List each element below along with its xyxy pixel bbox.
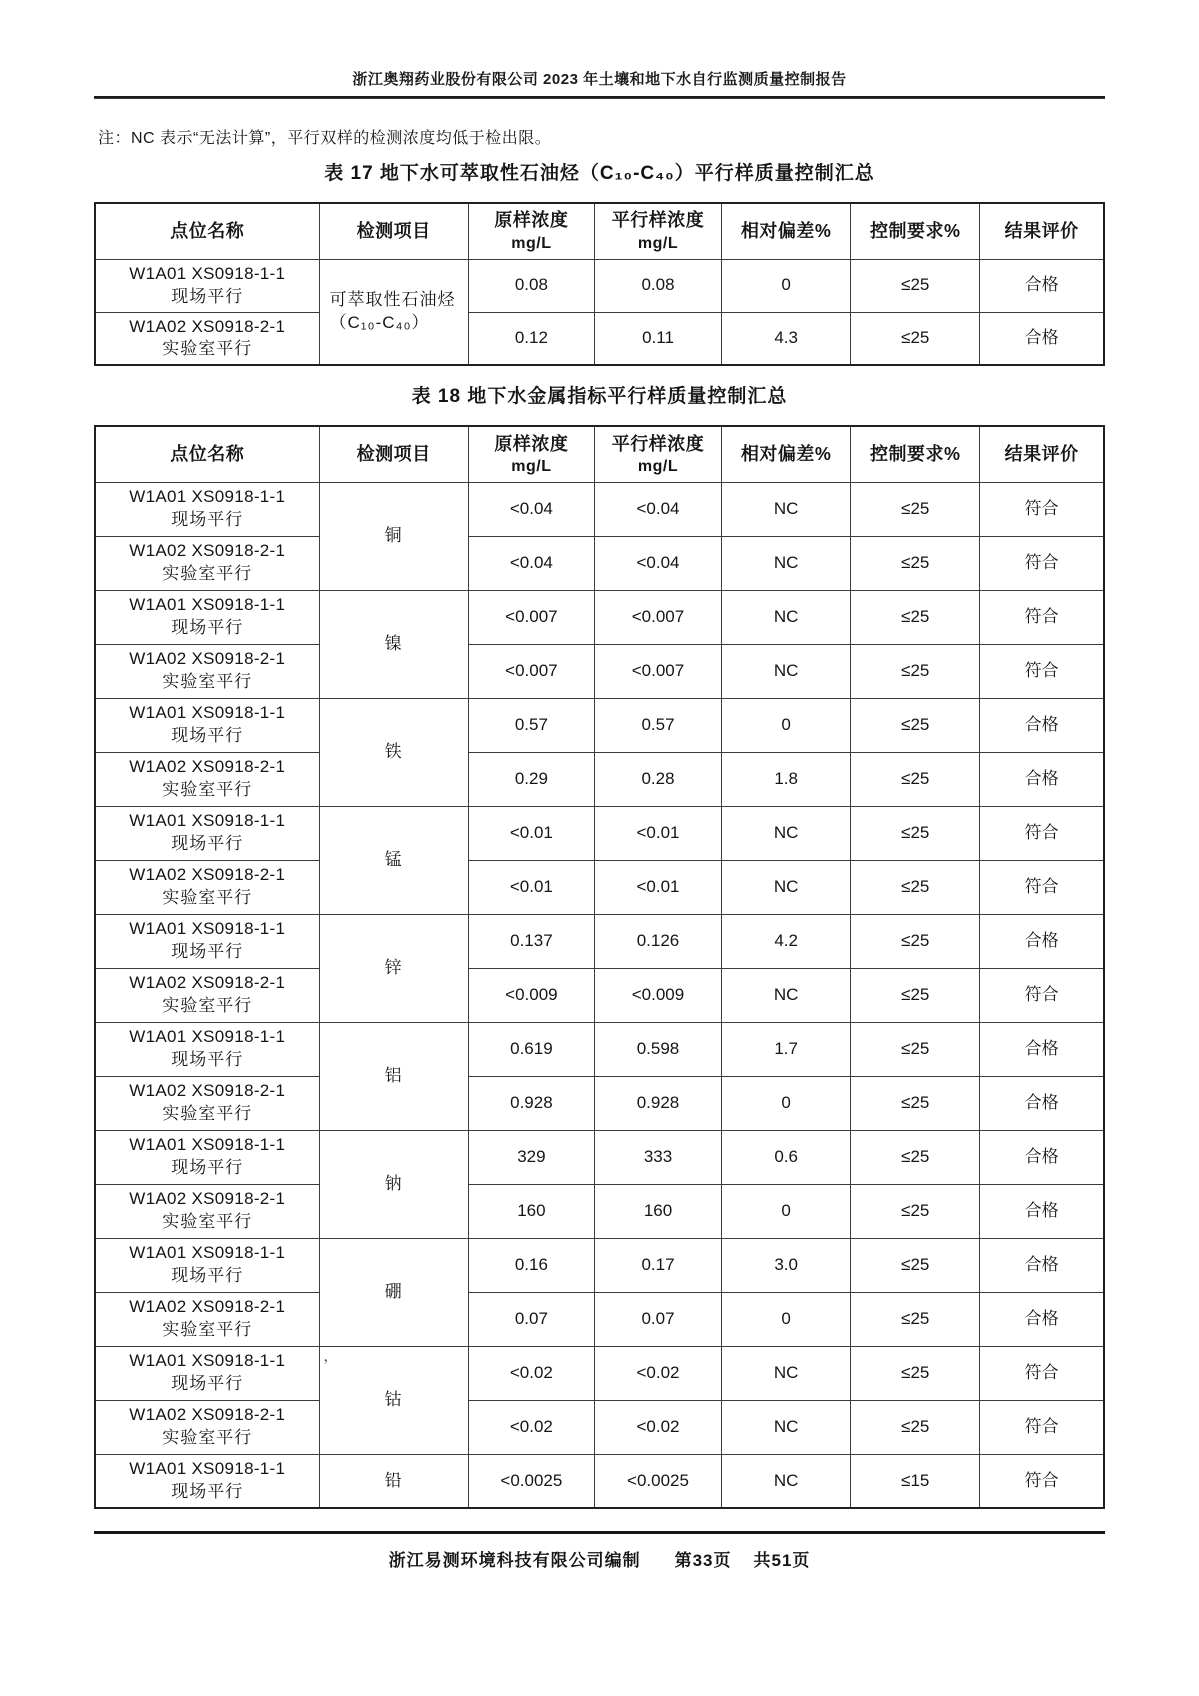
point-code: W1A02 XS0918-2-1 (129, 541, 286, 561)
cell-dup: 0.928 (594, 1076, 721, 1130)
point-code: W1A02 XS0918-2-1 (129, 973, 286, 993)
cell-deviation: NC (722, 536, 851, 590)
cell-deviation: 0 (722, 259, 851, 312)
col-header-dup (594, 426, 721, 482)
document-footer (94, 1546, 1105, 1571)
point-type: 实验室平行 (162, 1320, 253, 1340)
table17 (94, 202, 1105, 366)
cell-point (95, 1022, 319, 1076)
table-row (95, 752, 1104, 806)
metal-label: 钴 (384, 1389, 403, 1409)
cell-item-metal (319, 1346, 468, 1454)
point-type: 现场平行 (171, 618, 244, 638)
cell-deviation: 0.6 (722, 1130, 851, 1184)
table-row (95, 1400, 1104, 1454)
table17-header-row (95, 203, 1104, 259)
cell-dup: 0.08 (594, 259, 721, 312)
point-code: W1A01 XS0918-1-1 (129, 1135, 286, 1155)
cell-orig: 0.07 (468, 1292, 594, 1346)
table18 (94, 425, 1105, 1509)
cell-orig: <0.007 (468, 644, 594, 698)
cell-point (95, 968, 319, 1022)
cell-requirement: ≤25 (851, 644, 980, 698)
col-header-item: 检测项目 (319, 426, 468, 482)
cell-orig: <0.01 (468, 860, 594, 914)
point-code: W1A01 XS0918-1-1 (129, 703, 286, 723)
col-header-orig-label: 原样浓度 (494, 433, 569, 454)
cell-orig: <0.02 (468, 1400, 594, 1454)
cell-dup: <0.0025 (594, 1454, 721, 1508)
cell-item-metal: 铁 (319, 698, 468, 806)
cell-result: 符合 (980, 590, 1104, 644)
point-type: 实验室平行 (162, 1428, 253, 1448)
cell-point (95, 1454, 319, 1508)
cell-item-metal: 锰 (319, 806, 468, 914)
point-type: 现场平行 (171, 1482, 244, 1502)
point-type: 实验室平行 (162, 996, 253, 1016)
cell-orig: <0.0025 (468, 1454, 594, 1508)
table18-title: 表 18 地下水金属指标平行样质量控制汇总 (411, 386, 788, 408)
cell-deviation: 4.3 (722, 312, 851, 365)
cell-dup: 0.57 (594, 698, 721, 752)
cell-result: 符合 (980, 1400, 1104, 1454)
table-row (95, 1022, 1104, 1076)
cell-orig: <0.02 (468, 1346, 594, 1400)
cell-point (95, 1292, 319, 1346)
cell-deviation: 4.2 (722, 914, 851, 968)
cell-result: 合格 (980, 1238, 1104, 1292)
cell-deviation: NC (722, 590, 851, 644)
cell-item-metal: 铜 (319, 482, 468, 590)
cell-deviation: NC (722, 860, 851, 914)
cell-requirement: ≤25 (851, 482, 980, 536)
cell-orig: <0.009 (468, 968, 594, 1022)
cell-dup: <0.02 (594, 1400, 721, 1454)
point-code: W1A02 XS0918-2-1 (129, 316, 286, 336)
cell-requirement: ≤25 (851, 860, 980, 914)
point-code: W1A01 XS0918-1-1 (129, 263, 286, 283)
col-header-dup-label: 平行样浓度 (611, 433, 705, 454)
cell-point (95, 590, 319, 644)
point-code: W1A02 XS0918-2-1 (129, 1189, 286, 1209)
cell-point (95, 644, 319, 698)
point-type: 实验室平行 (162, 339, 253, 359)
cell-dup: <0.04 (594, 482, 721, 536)
cell-deviation: 1.7 (722, 1022, 851, 1076)
cell-deviation: NC (722, 806, 851, 860)
cell-orig: 0.137 (468, 914, 594, 968)
point-type: 现场平行 (171, 286, 244, 306)
point-code: W1A02 XS0918-2-1 (129, 757, 286, 777)
table18-header-row (95, 426, 1104, 482)
cell-deviation: NC (722, 482, 851, 536)
table-row (95, 1130, 1104, 1184)
cell-result: 符合 (980, 1454, 1104, 1508)
cell-requirement: ≤25 (851, 968, 980, 1022)
cell-orig: 160 (468, 1184, 594, 1238)
cell-deviation: 0 (722, 1184, 851, 1238)
cell-result: 合格 (980, 1022, 1104, 1076)
cell-point (95, 698, 319, 752)
cell-requirement: ≤25 (851, 1238, 980, 1292)
table-row (95, 590, 1104, 644)
col-header-requirement: 控制要求% (851, 203, 980, 259)
point-code: W1A02 XS0918-2-1 (129, 865, 286, 885)
cell-result: 符合 (980, 536, 1104, 590)
document-header-title: 浙江奥翔药业股份有限公司 2023 年土壤和地下水自行监测质量控制报告 (352, 71, 847, 88)
cell-deviation: NC (722, 968, 851, 1022)
cell-orig: 0.928 (468, 1076, 594, 1130)
point-code: W1A02 XS0918-2-1 (129, 1297, 286, 1317)
point-type: 实验室平行 (162, 1104, 253, 1124)
cell-item-metal: 铝 (319, 1022, 468, 1130)
cell-dup: 0.17 (594, 1238, 721, 1292)
cell-deviation: 1.8 (722, 752, 851, 806)
point-code: W1A02 XS0918-2-1 (129, 649, 286, 669)
cell-requirement: ≤25 (851, 536, 980, 590)
cell-requirement: ≤25 (851, 698, 980, 752)
cell-requirement: ≤25 (851, 1076, 980, 1130)
cell-deviation: NC (722, 644, 851, 698)
cell-dup: 0.28 (594, 752, 721, 806)
point-code: W1A01 XS0918-1-1 (129, 487, 286, 507)
col-header-requirement: 控制要求% (851, 426, 980, 482)
cell-orig: 0.57 (468, 698, 594, 752)
cell-requirement: ≤25 (851, 1292, 980, 1346)
table-row (95, 482, 1104, 536)
cell-orig: 329 (468, 1130, 594, 1184)
col-header-orig-label: 原样浓度 (494, 210, 569, 231)
table-row (95, 644, 1104, 698)
point-code: W1A01 XS0918-1-1 (129, 1027, 286, 1047)
cell-requirement: ≤25 (851, 1130, 980, 1184)
cell-result: 合格 (980, 1292, 1104, 1346)
table-row (95, 968, 1104, 1022)
point-type: 现场平行 (171, 510, 244, 530)
point-type: 现场平行 (171, 834, 244, 854)
cell-requirement: ≤25 (851, 312, 980, 365)
table-row (95, 806, 1104, 860)
cell-item: 可萃取性石油烃（C₁₀-C₄₀） (319, 259, 468, 365)
col-header-result: 结果评价 (980, 203, 1104, 259)
cell-point (95, 312, 319, 365)
cell-dup: <0.009 (594, 968, 721, 1022)
cell-deviation: 0 (722, 1292, 851, 1346)
cell-dup: <0.01 (594, 860, 721, 914)
cell-point (95, 536, 319, 590)
cell-dup: <0.01 (594, 806, 721, 860)
cell-orig: <0.04 (468, 536, 594, 590)
cell-result: 合格 (980, 914, 1104, 968)
col-header-dup-unit: mg/L (637, 234, 679, 252)
table-row (95, 1346, 1104, 1400)
col-header-dup (594, 203, 721, 259)
cell-result: 合格 (980, 752, 1104, 806)
point-code: W1A01 XS0918-1-1 (129, 1459, 286, 1479)
point-type: 实验室平行 (162, 780, 253, 800)
point-code: W1A01 XS0918-1-1 (129, 811, 286, 831)
cell-result: 合格 (980, 698, 1104, 752)
nc-note: 注：NC 表示“无法计算”，平行双样的检测浓度均低于检出限。 (98, 130, 552, 147)
point-type: 实验室平行 (162, 672, 253, 692)
cell-point (95, 1346, 319, 1400)
cell-requirement: ≤25 (851, 590, 980, 644)
footer-rule (94, 1531, 1105, 1534)
col-header-deviation: 相对偏差% (722, 203, 851, 259)
cell-dup: <0.007 (594, 590, 721, 644)
cell-result: 符合 (980, 806, 1104, 860)
cell-orig: <0.007 (468, 590, 594, 644)
cell-dup: 0.598 (594, 1022, 721, 1076)
cell-requirement: ≤25 (851, 806, 980, 860)
cell-orig: 0.29 (468, 752, 594, 806)
table-row (95, 536, 1104, 590)
cell-point (95, 752, 319, 806)
point-type: 现场平行 (171, 1266, 244, 1286)
cell-result: 符合 (980, 482, 1104, 536)
cell-deviation: NC (722, 1346, 851, 1400)
cell-deviation: 3.0 (722, 1238, 851, 1292)
cell-result: 合格 (980, 312, 1104, 365)
cell-point (95, 914, 319, 968)
cell-point (95, 806, 319, 860)
cell-result: 合格 (980, 1076, 1104, 1130)
col-header-result: 结果评价 (980, 426, 1104, 482)
table-row (95, 698, 1104, 752)
cell-orig: <0.04 (468, 482, 594, 536)
point-type: 实验室平行 (162, 888, 253, 908)
cell-result: 合格 (980, 1184, 1104, 1238)
cell-point (95, 860, 319, 914)
point-code: W1A01 XS0918-1-1 (129, 919, 286, 939)
cell-result: 符合 (980, 644, 1104, 698)
cell-deviation: 0 (722, 698, 851, 752)
footer-publisher: 浙江易测环境科技有限公司编制 (388, 1551, 641, 1571)
col-header-orig-unit: mg/L (511, 234, 552, 252)
cell-point (95, 259, 319, 312)
cell-item-metal: 硼 (319, 1238, 468, 1346)
cell-orig: <0.01 (468, 806, 594, 860)
col-header-dup-unit: mg/L (637, 457, 679, 475)
cell-dup: 0.11 (594, 312, 721, 365)
col-header-dup-label: 平行样浓度 (611, 210, 705, 231)
footer-page-total: 共51页 (753, 1551, 811, 1571)
point-code: W1A02 XS0918-2-1 (129, 1405, 286, 1425)
point-code: W1A01 XS0918-1-1 (129, 1243, 286, 1263)
cell-point (95, 1130, 319, 1184)
cell-deviation: 0 (722, 1076, 851, 1130)
col-header-point: 点位名称 (95, 203, 319, 259)
header-rule (94, 96, 1105, 99)
cell-requirement: ≤25 (851, 1400, 980, 1454)
table-row (95, 1238, 1104, 1292)
cell-orig: 0.08 (468, 259, 594, 312)
col-header-orig-unit: mg/L (511, 457, 552, 475)
table-row (95, 259, 1104, 312)
cell-dup: <0.007 (594, 644, 721, 698)
point-type: 现场平行 (171, 942, 244, 962)
cell-result: 符合 (980, 968, 1104, 1022)
col-header-point: 点位名称 (95, 426, 319, 482)
cell-result: 合格 (980, 259, 1104, 312)
table-row (95, 860, 1104, 914)
table-row (95, 312, 1104, 365)
cell-point (95, 1184, 319, 1238)
cell-dup: <0.02 (594, 1346, 721, 1400)
cell-requirement: ≤25 (851, 1346, 980, 1400)
cell-orig: 0.12 (468, 312, 594, 365)
cell-item-metal: 钠 (319, 1130, 468, 1238)
cell-requirement: ≤25 (851, 752, 980, 806)
cell-point (95, 1400, 319, 1454)
col-header-orig (468, 426, 594, 482)
cell-requirement: ≤25 (851, 1022, 980, 1076)
point-type: 现场平行 (171, 1158, 244, 1178)
col-header-orig (468, 203, 594, 259)
cell-requirement: ≤15 (851, 1454, 980, 1508)
point-type: 实验室平行 (162, 1212, 253, 1232)
cell-deviation: NC (722, 1400, 851, 1454)
point-type: 现场平行 (171, 1050, 244, 1070)
cell-dup: 333 (594, 1130, 721, 1184)
cell-requirement: ≤25 (851, 1184, 980, 1238)
point-type: 现场平行 (171, 726, 244, 746)
cell-item-metal: 锌 (319, 914, 468, 1022)
point-type: 现场平行 (171, 1374, 244, 1394)
cell-deviation: NC (722, 1454, 851, 1508)
table-row (95, 1184, 1104, 1238)
point-code: W1A01 XS0918-1-1 (129, 1351, 286, 1371)
cell-dup: 0.126 (594, 914, 721, 968)
table-row (95, 1454, 1104, 1508)
cell-point (95, 482, 319, 536)
point-code: W1A01 XS0918-1-1 (129, 595, 286, 615)
cell-dup: 160 (594, 1184, 721, 1238)
point-type: 实验室平行 (162, 564, 253, 584)
table-row (95, 914, 1104, 968)
cell-orig: 0.16 (468, 1238, 594, 1292)
cell-result: 合格 (980, 1130, 1104, 1184)
cell-point (95, 1076, 319, 1130)
cell-item-metal: 镍 (319, 590, 468, 698)
cell-dup: 0.07 (594, 1292, 721, 1346)
cell-requirement: ≤25 (851, 259, 980, 312)
table-row (95, 1076, 1104, 1130)
table17-title: 表 17 地下水可萃取性石油烃（C₁₀-C₄₀）平行样质量控制汇总 (324, 163, 875, 184)
cell-dup: <0.04 (594, 536, 721, 590)
cell-result: 符合 (980, 1346, 1104, 1400)
table-row (95, 1292, 1104, 1346)
footer-page-number: 第33页 (674, 1551, 732, 1571)
stray-comma-mark: ， (323, 1347, 339, 1364)
point-code: W1A02 XS0918-2-1 (129, 1081, 286, 1101)
cell-result: 符合 (980, 860, 1104, 914)
col-header-deviation: 相对偏差% (722, 426, 851, 482)
cell-orig: 0.619 (468, 1022, 594, 1076)
cell-requirement: ≤25 (851, 914, 980, 968)
col-header-item: 检测项目 (319, 203, 468, 259)
cell-item-metal: 铅 (319, 1454, 468, 1508)
cell-point (95, 1238, 319, 1292)
